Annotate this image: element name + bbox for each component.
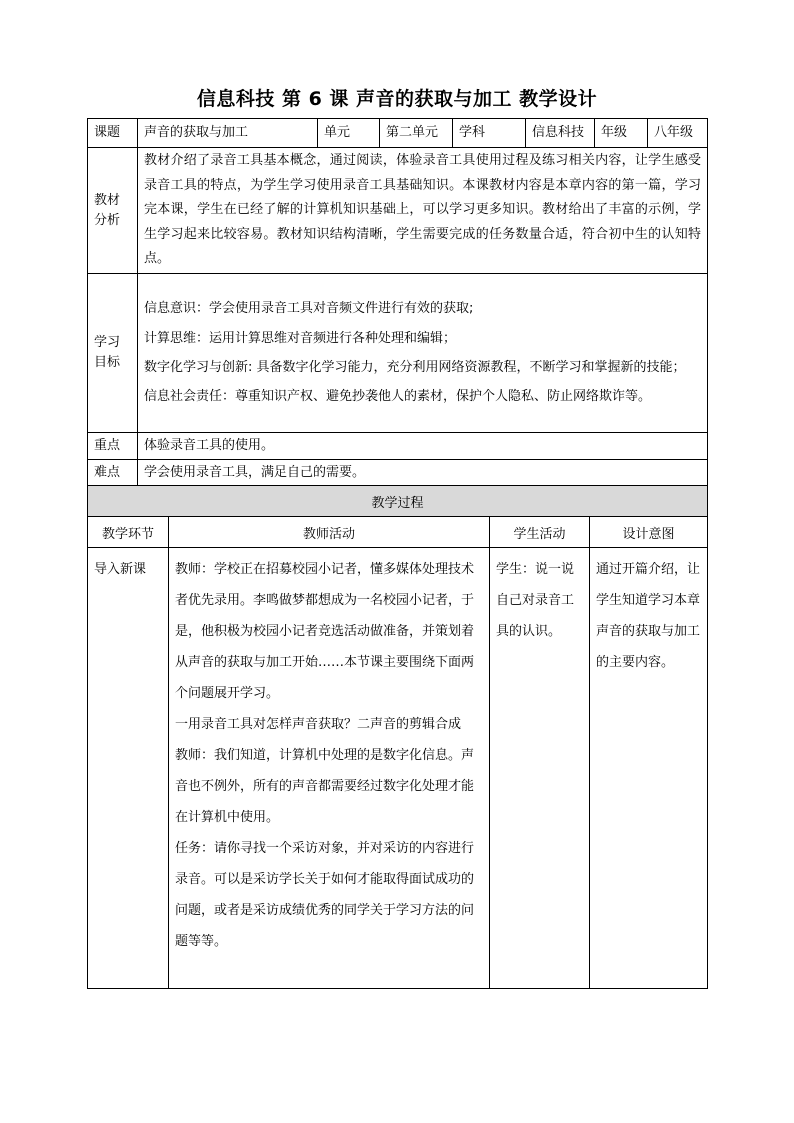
unit-label: 单元 [318,119,380,148]
grade-value: 八年级 [648,119,708,148]
unit-value: 第二单元 [380,119,453,148]
difficulty-text: 学会使用录音工具，满足自己的需要。 [138,460,708,486]
grade-label: 年级 [595,119,648,148]
key-point-text: 体验录音工具的使用。 [138,433,708,460]
teaching-process-table [87,485,708,989]
goal-item: 信息意识：学会使用录音工具对音频文件进行有效的获取; [144,301,474,316]
analysis-label [88,148,138,274]
teacher-paragraph: 教师：我们知道，计算机中处理的是数字化信息。声音也不例外，所有的声音都需要经过数字化处理才能在计算机中使用。 [175,748,475,825]
analysis-text-cell [138,148,708,274]
goals-row [88,274,708,433]
difficulty-label: 难点 [88,460,138,486]
analysis-row [88,148,708,274]
subject-label: 学科 [453,119,526,148]
analysis-label-line-2: 分析 [94,212,121,228]
column-header-intent: 设计意图 [590,517,708,548]
goals-list [138,274,708,433]
key-point-label: 重点 [88,433,138,460]
goals-label [88,274,138,433]
analysis-text: 教材介绍了录音工具基本概念，通过阅读，体验录音工具使用过程及练习相关内容，让学生感受录音工具的特点，为学生学习使用录音工具基础知识。本课教材内容是本章内容的第一篇，学习完本课，学生在已经了解的计算机知识基础上，可以学习更多知识。教材给出了丰富的示例，学生学习起来比较容易。教材知识结构清晰，学生需要完成的任务数量合适，符合初中生的认知特点。 [144,153,701,267]
teacher-paragraph: 一用录音工具对怎样声音获取？二声音的剪辑合成 [175,717,462,732]
process-header-row [88,486,708,517]
info-row [88,119,708,148]
key-point-row [88,433,708,460]
teacher-paragraph: 任务：请你寻找一个采访对象，并对采访的内容进行录音。可以是采访学长关于如何才能取得面试成功的问题，或者是采访成绩优秀的同学关于学习方法的问题等等。 [175,841,475,949]
column-header-stage: 教学环节 [88,517,169,548]
column-header-student: 学生活动 [490,517,590,548]
process-row [88,548,708,989]
goal-item: 信息社会责任：尊重知识产权、避免抄袭他人的素材，保护个人隐私、防止网络欺诈等。 [144,389,652,404]
document-title: 信息科技 第 6 课 声音的获取与加工 教学设计 [196,88,598,110]
goal-item: 数字化学习与创新: 具备数字化学习能力，充分利用网络资源教程，不断学习和掌握新的技能； [144,360,686,375]
topic-label: 课题 [88,119,138,148]
topic-value: 声音的获取与加工 [138,119,318,148]
stage-cell: 导入新课 [88,548,169,989]
goals-label-line-2: 目标 [94,355,121,370]
difficulty-row [88,460,708,486]
subject-value: 信息科技 [526,119,595,148]
lesson-info-table [87,118,708,486]
goals-label-line-1: 学习 [94,335,121,350]
process-columns-row [88,517,708,548]
teacher-paragraph: 教师：学校正在招募校园小记者，懂多媒体处理技术者优先录用。李鸣做梦都想成为一名校园小记者，于是，他积极为校园小记者竞选活动做准备，并策划着从声音的获取与加工开始……本节课主要围绕下面两个问题展开学习。 [175,562,475,701]
analysis-label-line-1: 教材 [94,192,121,208]
column-header-teacher: 教师活动 [169,517,490,548]
student-activity-cell: 学生：说一说自己对录音工具的认识。 [490,548,590,989]
design-intent-cell: 通过开篇介绍，让学生知道学习本章声音的获取与加工的主要内容。 [590,548,708,989]
teacher-activity-cell [169,548,490,989]
process-header: 教学过程 [88,486,708,517]
goal-item: 计算思维：运用计算思维对音频进行各种处理和编辑； [144,331,457,346]
